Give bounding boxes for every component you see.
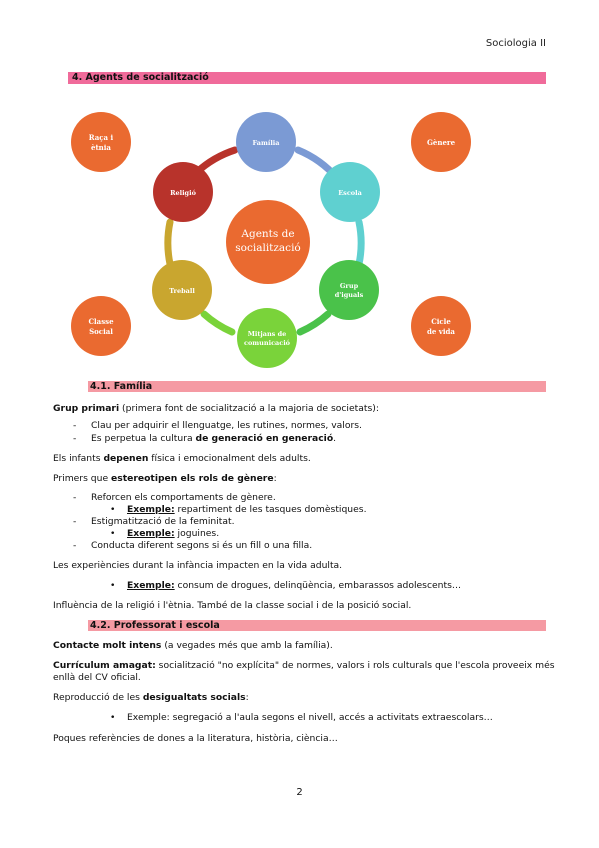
example-drogues: Exemple: consum de drogues, delinqüència, embarassos adolescents… [127,580,462,591]
center-label-2: socialització [235,242,301,254]
section-4-1-heading: 4.1. Família [88,381,546,392]
svg-text:Grup: Grup [339,282,359,290]
bullet-icon: • [110,504,116,515]
dash-item: - [73,420,77,431]
bullet-icon: • [110,580,116,591]
node-escola [320,162,380,222]
svg-text:Classe: Classe [88,317,114,326]
ring-segment-4 [204,314,232,332]
list-item-reforcen: Reforcen els comportaments de gènere. [91,492,276,503]
svg-text:Raça i: Raça i [88,133,114,142]
dash-item: - [73,433,77,444]
list-item-conducta: Conducta diferent segons si és un fill o una filla. [91,540,313,551]
corner-classe-social [71,296,131,356]
svg-text:Religió: Religió [170,189,196,197]
list-item-cultura: Es perpetua la cultura de generació en generació. [91,433,337,444]
dash-item: - [73,492,77,503]
page-header: Sociologia II [485,38,546,49]
node-religio [153,162,213,222]
example-segregacio: Exemple: segregació a l'aula segons el nivell, accés a activitats extraescolars… [127,712,493,723]
paragraph-estereotipen: Primers que estereotipen els rols de gènere: [53,473,277,484]
paragraph-contacte: Contacte molt intens (a vegades més que amb la família). [53,640,333,651]
paragraph-referencies: Poques referències de dones a la literatura, història, ciència… [53,733,338,744]
ring-segment-5 [168,222,170,264]
node-grup-iguals [319,260,379,320]
svg-text:Família: Família [252,139,280,147]
page-number: 2 [296,787,303,798]
node-treball [152,260,212,320]
bullet-icon: • [110,712,116,723]
agents-diagram [60,100,480,385]
bullet-icon: • [110,528,116,539]
paragraph-curriculum-line2: enllà del CV oficial. [53,672,141,683]
svg-text:Mitjans de: Mitjans de [247,330,287,338]
corner-genere [411,112,471,172]
svg-text:comunicació: comunicació [243,339,291,347]
center-node [226,200,310,284]
paragraph-experiencies: Les experiències durant la infància impacten en la vida adulta. [53,560,343,571]
paragraph-desigualtats: Reproducció de les desigualtats socials: [53,692,249,703]
node-familia [236,112,296,172]
paragraph-religio: Influència de la religió i l'ètnia. També de la classe social i de la posició social. [53,600,412,611]
section-4-2-heading: 4.2. Professorat i escola [88,620,546,631]
corner-cicle-vida [411,296,471,356]
svg-text:de vida: de vida [427,327,455,336]
list-item-estigmatitzacio: Estigmatització de la feminitat. [91,516,235,527]
corner-raca-etnia [71,112,131,172]
list-item-llenguatge: Clau per adquirir el llenguatge, les rutines, normes, valors. [91,420,362,431]
center-label-1: Agents de [241,228,295,240]
svg-text:ètnia: ètnia [91,143,111,152]
dash-item: - [73,540,77,551]
dash-item: - [73,516,77,527]
svg-text:Cicle: Cicle [431,317,451,326]
svg-text:Escola: Escola [338,189,362,197]
example-joguines: Exemple: joguines. [127,528,220,539]
svg-text:Social: Social [89,327,113,336]
svg-text:Treball: Treball [169,287,195,295]
svg-text:Gènere: Gènere [426,138,456,147]
node-mitjans-comunicacio [237,308,297,368]
ring-segment-3 [300,314,328,332]
paragraph-curriculum: Currículum amagat: socialització "no explícita" de normes, valors i rols culturals que l'escola proveeix més [53,660,555,671]
svg-text:d'iguals: d'iguals [334,291,364,299]
paragraph-depenen: Els infants depenen física i emocionalment dels adults. [53,453,311,464]
ring-segment-6 [197,150,235,172]
paragraph-grup-primari: Grup primari (primera font de socialització a la majoria de societats): [53,403,379,414]
example-tasques: Exemple: repartiment de les tasques domèstiques. [127,504,367,515]
section-4-heading: 4. Agents de socialització [68,72,546,84]
ring-segment-2 [359,222,361,264]
